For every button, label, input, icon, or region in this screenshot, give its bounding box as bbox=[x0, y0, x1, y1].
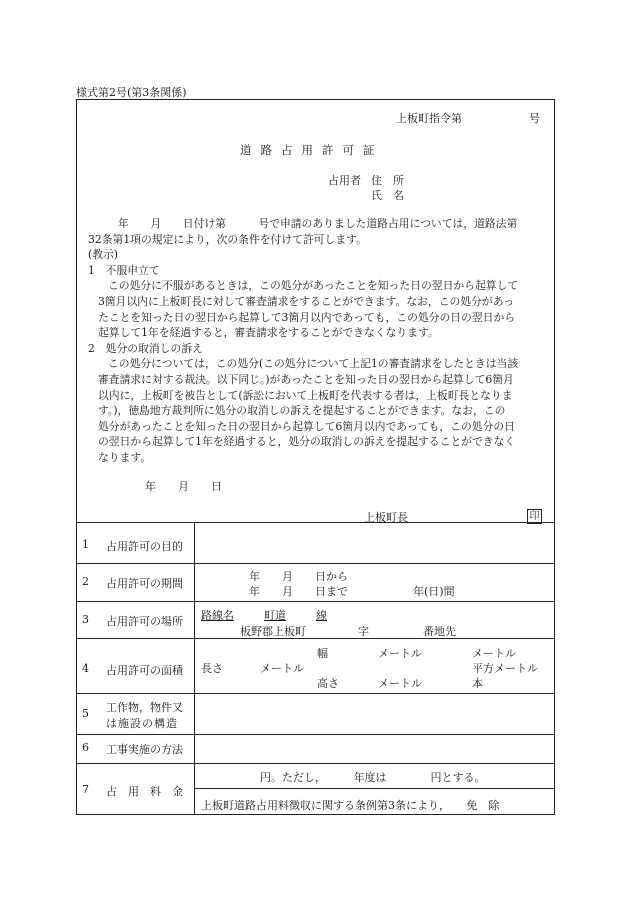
row-number: 7 bbox=[82, 783, 89, 796]
appeal-line: たことを知った日の翌日から起算して3箇月以内であっても，この処分の日の翌日から bbox=[98, 310, 516, 324]
banchi-label: 番地先 bbox=[423, 625, 456, 638]
length-label: 長さ bbox=[201, 662, 223, 675]
fee-row-divider bbox=[194, 788, 555, 789]
row-divider bbox=[76, 638, 555, 639]
fee-amount-line: 円。ただし， 年度は 円とする。 bbox=[260, 771, 486, 784]
location-label: 占用許可の場所 bbox=[106, 615, 183, 628]
length-unit: メートル bbox=[260, 662, 304, 675]
lawsuit-line: 審査請求に対する裁決。以下同じ。)があったことを知った日の翌日から起算して6箇月 bbox=[98, 372, 514, 386]
applicant-label: 占用者 bbox=[328, 174, 361, 187]
document-title: 道路占用許可証 bbox=[240, 143, 384, 157]
row-number: 6 bbox=[82, 741, 89, 754]
row-divider bbox=[76, 693, 555, 694]
period-to: 年 月 日まで bbox=[249, 585, 348, 598]
row-number: 4 bbox=[82, 662, 89, 675]
seal-box: 印 bbox=[527, 509, 542, 524]
notice-heading: (教示) bbox=[88, 248, 119, 262]
intro-paragraph bbox=[88, 216, 548, 466]
row-number: 2 bbox=[82, 575, 89, 588]
height-label: 高さ bbox=[317, 677, 339, 690]
row-divider bbox=[76, 601, 555, 602]
route-name-label: 路線名 bbox=[201, 609, 234, 622]
purpose-label: 占用許可の目的 bbox=[106, 540, 183, 553]
table-top-border bbox=[76, 522, 555, 523]
permit-number-suffix: 号 bbox=[529, 112, 540, 125]
appeal-line: この処分に不服があるときは，この処分があったことを知った日の翌日から起算して bbox=[108, 279, 519, 293]
appeal-line: 3箇月以内に上板町長に対して審査請求をすることができます。なお，この処分があっ bbox=[98, 294, 515, 308]
row-number: 1 bbox=[82, 538, 89, 551]
form-number-label: 様式第2号(第3条関係) bbox=[76, 86, 187, 99]
structure-label: 工作物，物件又 bbox=[106, 701, 183, 714]
lawsuit-line: す。)，徳島地方裁判所に処分の取消しの訴えを提起することができます。なお，この bbox=[98, 404, 506, 418]
permit-number-prefix: 上板町指令第 bbox=[396, 112, 462, 125]
period-from: 年 月 日から bbox=[249, 570, 348, 583]
construction-method-label: 工事実施の方法 bbox=[106, 743, 183, 756]
period-duration: 年(日)間 bbox=[413, 585, 455, 598]
aza-label: 字 bbox=[358, 625, 369, 638]
row-number: 5 bbox=[82, 707, 89, 720]
row-divider bbox=[76, 734, 555, 735]
area-label: 占用許可の面積 bbox=[106, 664, 183, 677]
structure-label: は施設の構造 bbox=[106, 717, 178, 730]
lawsuit-line: 処分があったことを知った日の翌日から起算して6箇月以内であっても，この処分の日 bbox=[98, 419, 515, 433]
appeal-line: 起算して1年を経過すると，審査請求をすることができなくなります。 bbox=[98, 326, 439, 340]
route-name-line bbox=[201, 607, 343, 623]
fee-exemption-line: 上板町道路占用料徴収に関する条例第3条により， 免 除 bbox=[201, 799, 500, 812]
fee-label: 占 用 料 金 bbox=[106, 785, 183, 798]
meter-unit: メートル bbox=[472, 647, 516, 660]
intro-line: 32条第1項の規定により，次の条件を付けて許可します。 bbox=[88, 232, 367, 246]
width-unit: メートル bbox=[378, 647, 422, 660]
lawsuit-line: この処分については，この処分(この処分について上記1の審査請求をしたときは当該 bbox=[108, 357, 519, 371]
square-meter-unit: 平方メートル bbox=[472, 662, 538, 675]
height-unit: メートル bbox=[378, 677, 422, 690]
lawsuit-section-title: 2 処分の取消しの訴え bbox=[88, 341, 203, 355]
town-road-label: 町道 bbox=[264, 609, 286, 622]
row-divider bbox=[76, 763, 555, 764]
applicant-address-label: 住 所 bbox=[371, 174, 404, 187]
issuer-name: 上板町長 bbox=[364, 511, 408, 524]
lawsuit-line: 以内に，上板町を被告として(訴訟において上板町を代表する者は，上板町長となりま bbox=[98, 388, 513, 402]
row-divider bbox=[76, 563, 555, 564]
county-town: 板野郡上板町 bbox=[240, 625, 306, 638]
lawsuit-line: なります。 bbox=[98, 450, 152, 464]
appeal-section-title: 1 不服申立て bbox=[88, 263, 160, 277]
issue-date-line: 年 月 日 bbox=[145, 480, 222, 493]
applicant-name-label: 氏 名 bbox=[371, 189, 404, 202]
period-label: 占用許可の期間 bbox=[106, 577, 183, 590]
row-number: 3 bbox=[82, 613, 89, 626]
lawsuit-line: の翌日から起算して1年を経過すると，処分の取消しの訴えを提起することができなく bbox=[98, 435, 516, 449]
intro-line: 年 月 日付け第 号で申請のありました道路占用については，道路法第 bbox=[118, 217, 518, 230]
route-suffix: 線 bbox=[316, 609, 327, 622]
count-unit: 本 bbox=[472, 677, 483, 690]
width-label: 幅 bbox=[317, 647, 328, 660]
table-column-divider bbox=[194, 522, 195, 815]
